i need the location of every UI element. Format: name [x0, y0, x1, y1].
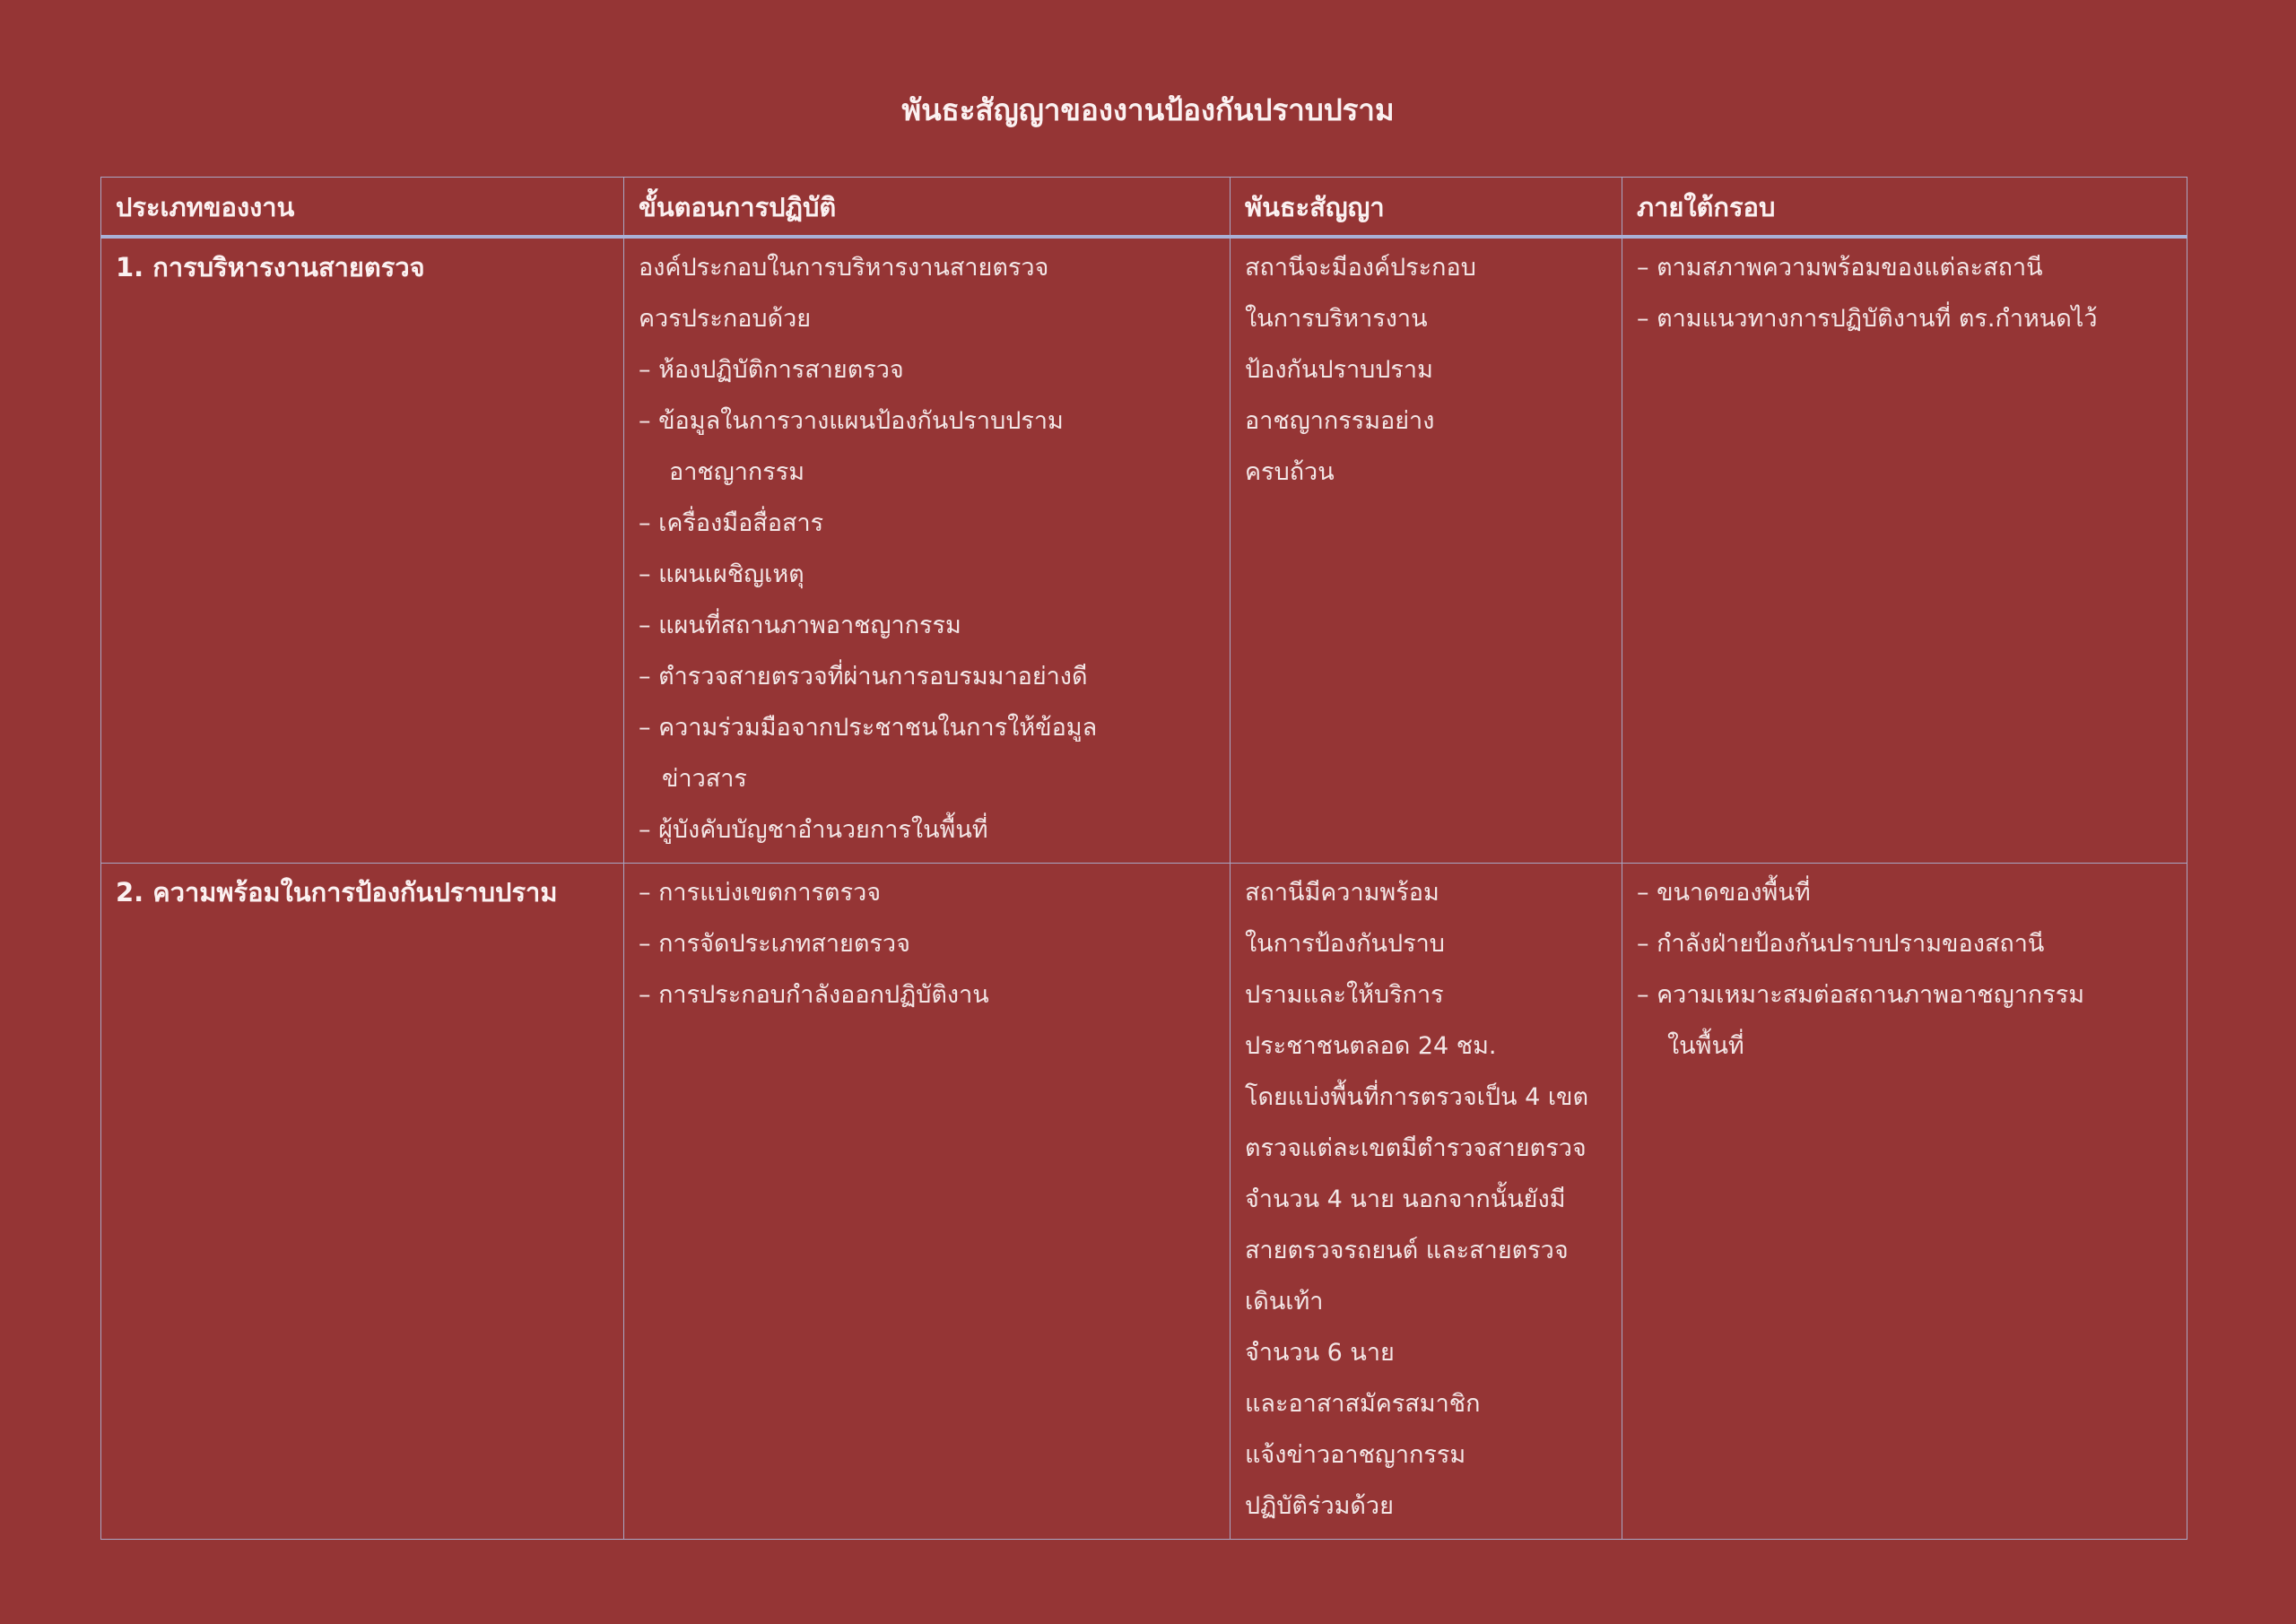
commitment-table	[100, 177, 2187, 1540]
header-procedure: ขั้นตอนการปฏิบัติ	[624, 178, 1231, 238]
commitment-text: ในการป้องกันปราบ	[1245, 930, 1445, 958]
step-item: – การประกอบกำลังออกปฏิบัติงาน	[639, 981, 989, 1009]
step-item: – ผู้บังคับบัญชาอำนวยการในพื้นที่	[639, 804, 1215, 855]
table-header-row	[101, 178, 2187, 238]
commitment-text: ตรวจแต่ละเขตมีตำรวจสายตรวจ	[1245, 1134, 1587, 1162]
step-item: – แผนที่สถานภาพอาชญากรรม	[639, 600, 1215, 651]
header-work-type: ประเภทของงาน	[101, 178, 624, 238]
framework-item: – ขนาดของพื้นที่	[1637, 867, 2172, 918]
step-text: ควรประกอบด้วย	[639, 305, 812, 333]
commitment-text: สถานีจะมีองค์ประกอบ	[1245, 254, 1476, 282]
commitment-text: ปรามและให้บริการ	[1245, 981, 1444, 1009]
commitment-text: จำนวน 4 นาย นอกจากนั้นยังมี	[1245, 1185, 1566, 1213]
framework-cell	[1622, 864, 2187, 1540]
step-item: – ข้อมูลในการวางแผนป้องกันปราบปราม	[639, 395, 1215, 447]
commitment-text: เดินเท้า	[1245, 1288, 1324, 1316]
header-framework: ภายใต้กรอบ	[1622, 178, 2187, 238]
step-item: – ตำรวจสายตรวจที่ผ่านการอบรมมาอย่างดี	[639, 651, 1215, 702]
commitment-cell	[1231, 864, 1622, 1540]
category-cell	[101, 237, 624, 864]
step-item: – เครื่องมือสื่อสาร	[639, 498, 1215, 549]
framework-item: – กำลังฝ่ายป้องกันปราบปรามของสถานี	[1637, 918, 2172, 969]
framework-item: – ความเหมาะสมต่อสถานภาพอาชญากรรม	[1637, 969, 2172, 1020]
step-item-continued: ข่าวสาร	[662, 765, 747, 793]
commitment-text: ในการบริหารงาน	[1245, 305, 1428, 333]
commitment-text: อาชญากรรมอย่าง	[1245, 407, 1435, 435]
framework-item-continued: ในพื้นที่	[1667, 1032, 1744, 1060]
table-row	[101, 864, 2187, 1540]
page-title: พันธะสัญญาของงานป้องกันปราบปราม	[901, 92, 1395, 127]
step-item: – แผนเผชิญเหตุ	[639, 549, 1215, 600]
framework-cell	[1622, 237, 2187, 864]
step-item: – การแบ่งเขตการตรวจ	[639, 879, 882, 907]
commitment-text: ปฏิบัติร่วมด้วย	[1245, 1492, 1394, 1520]
step-item: – ห้องปฏิบัติการสายตรวจ	[639, 344, 1215, 395]
commitment-text: และอาสาสมัครสมาชิก	[1245, 1390, 1481, 1418]
step-item: – การจัดประเภทสายตรวจ	[639, 930, 910, 958]
commitment-text: สายตรวจรถยนต์ และสายตรวจ	[1245, 1237, 1569, 1264]
commitment-text: ครบถ้วน	[1245, 458, 1335, 486]
table-row	[101, 237, 2187, 864]
framework-text: – ตามแนวทางการปฏิบัติงานที่ ตร.กำหนดไว้	[1637, 305, 2098, 333]
commitment-text: แจ้งข่าวอาชญากรรม	[1245, 1441, 1466, 1469]
steps-cell	[624, 864, 1231, 1540]
category-cell	[101, 864, 624, 1540]
step-item-continued: อาชญากรรม	[669, 458, 805, 486]
commitment-cell	[1231, 237, 1622, 864]
commitment-text: จำนวน 6 นาย	[1245, 1339, 1395, 1367]
commitment-text: ป้องกันปราบปราม	[1245, 356, 1433, 384]
commitment-text: ประชาชนตลอด 24 ชม.	[1245, 1032, 1497, 1060]
steps-cell	[624, 237, 1231, 864]
commitment-text: โดยแบ่งพื้นที่การตรวจเป็น 4 เขต	[1245, 1083, 1589, 1111]
commitment-text: สถานีมีความพร้อม	[1245, 879, 1439, 907]
category-label: 2. ความพร้อมในการป้องกันปราบปราม	[116, 877, 558, 908]
category-label: 1. การบริหารงานสายตรวจ	[116, 252, 425, 282]
step-item: – ความร่วมมือจากประชาชนในการให้ข้อมูล	[639, 702, 1215, 753]
header-commitment: พันธะสัญญา	[1231, 178, 1622, 238]
step-text: องค์ประกอบในการบริหารงานสายตรวจ	[639, 254, 1049, 282]
framework-text: – ตามสภาพความพร้อมของแต่ละสถานี	[1637, 254, 2043, 282]
